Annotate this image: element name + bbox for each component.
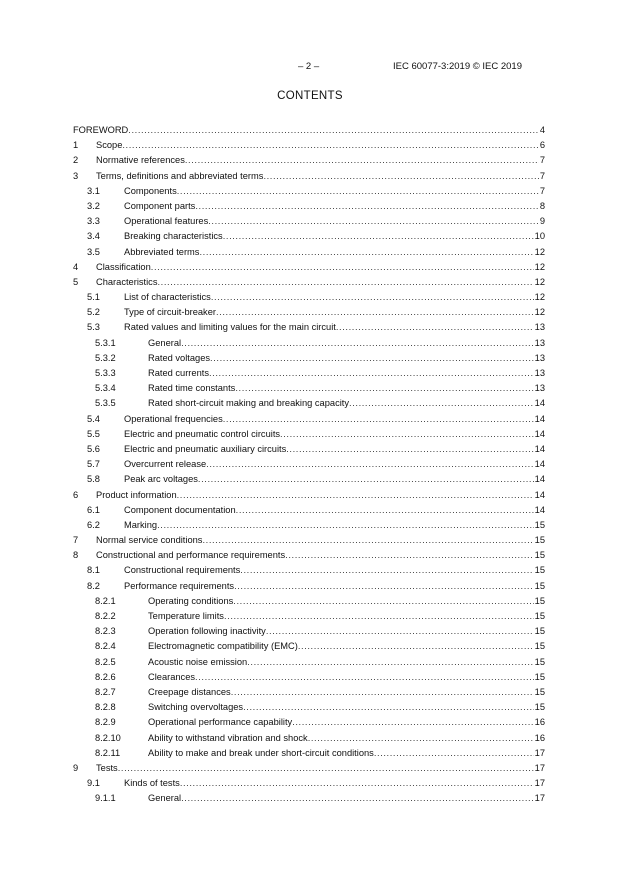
- toc-entry[interactable]: [73, 791, 545, 806]
- toc-entry-number: 9.1.1: [95, 793, 116, 804]
- dot-leader: [177, 184, 539, 199]
- toc-entry-page: 15: [534, 535, 545, 546]
- toc-entry-number: 5.3.1: [95, 337, 116, 348]
- toc-entry-label: General: [148, 793, 182, 804]
- toc-entry-page: 15: [534, 641, 545, 652]
- toc-entry[interactable]: [73, 199, 545, 214]
- toc-entry[interactable]: [73, 518, 545, 533]
- toc-entry-number: 5.7: [87, 459, 100, 470]
- toc-entry-page: 14: [534, 398, 545, 409]
- dot-leader: [199, 245, 533, 260]
- dot-leader: [240, 563, 533, 578]
- page-title: CONTENTS: [277, 90, 343, 102]
- toc-entry-label: Classification: [96, 261, 151, 272]
- toc-entry-page: 14: [534, 443, 545, 454]
- dot-leader: [308, 731, 534, 746]
- dot-leader: [118, 761, 534, 776]
- toc-entry-label: Operational features: [124, 216, 209, 227]
- toc-entry-number: 5.3: [87, 322, 100, 333]
- toc-entry-label: Normal service conditions: [96, 535, 203, 546]
- toc-entry-page: 15: [534, 550, 545, 561]
- toc-entry-page: 12: [534, 307, 545, 318]
- dot-leader: [181, 336, 534, 351]
- toc-entry-page: 16: [534, 717, 545, 728]
- toc-entry-label: Tests: [96, 762, 118, 773]
- toc-entry-page: 12: [534, 276, 545, 287]
- toc-entry-number: 8.2.3: [95, 626, 116, 637]
- toc-entry-label: Characteristics: [96, 276, 158, 287]
- toc-entry[interactable]: [73, 472, 545, 487]
- toc-entry-number: 8.2.8: [95, 702, 116, 713]
- toc-entry[interactable]: [73, 503, 545, 518]
- toc-entry-page: 12: [534, 292, 545, 303]
- dot-leader: [195, 199, 539, 214]
- toc-entry-number: 5.3.5: [95, 398, 116, 409]
- toc-entry-number: 8.2.7: [95, 686, 116, 697]
- toc-entry-label: Rated time constants: [148, 383, 236, 394]
- toc-entry-number: 8.2: [87, 580, 100, 591]
- dot-leader: [292, 715, 533, 730]
- dot-leader: [122, 138, 538, 153]
- toc-entry[interactable]: [73, 229, 545, 244]
- toc-entry-number: 3.5: [87, 246, 100, 257]
- toc-entry[interactable]: [73, 776, 545, 791]
- toc-entry-number: 1: [73, 140, 79, 151]
- toc-entry[interactable]: [73, 290, 545, 305]
- toc-entry-label: Components: [124, 185, 177, 196]
- toc-entry-page: 13: [534, 368, 545, 378]
- toc-entry-page: 12: [534, 261, 545, 272]
- toc-entry[interactable]: [73, 715, 545, 730]
- dot-leader: [180, 776, 534, 791]
- toc-entry[interactable]: [73, 214, 545, 229]
- toc-entry-label: Ability to make and break under short-circuit conditions: [148, 747, 374, 758]
- toc-entry-label: Component parts: [124, 200, 196, 211]
- toc-entry[interactable]: [73, 366, 545, 381]
- toc-entry-page: 15: [534, 671, 545, 682]
- toc-entry-label: Breaking characteristics: [124, 231, 223, 242]
- toc-entry-number: 5.2: [87, 307, 100, 318]
- toc-entry-label: Temperature limits: [148, 611, 224, 621]
- toc-entry-page: 9: [539, 216, 545, 227]
- toc-entry-page: 15: [534, 656, 545, 667]
- dot-leader: [243, 700, 534, 715]
- toc-entry[interactable]: [73, 351, 545, 366]
- toc-entry-number: 6.1: [87, 504, 100, 515]
- dot-leader: [209, 366, 534, 381]
- toc-entry-label: Overcurrent release: [124, 459, 207, 470]
- dot-leader: [177, 488, 534, 503]
- toc-entry-number: 5.3.2: [95, 352, 116, 363]
- toc-entry[interactable]: [73, 184, 545, 199]
- toc-entry-number: 3.3: [87, 216, 100, 227]
- toc-entry-number: 5.8: [87, 474, 100, 485]
- toc-entry-number: 5.4: [87, 413, 100, 424]
- toc-entry-number: 3: [73, 170, 79, 181]
- dot-leader: [208, 214, 539, 229]
- toc-entry[interactable]: [73, 275, 545, 290]
- toc-entry-number: 6.2: [87, 519, 100, 530]
- dot-leader: [206, 457, 534, 472]
- toc-entry-label: Switching overvoltages: [148, 702, 244, 713]
- dot-leader: [247, 655, 533, 670]
- dot-leader: [231, 685, 534, 700]
- toc-entry-page: 7: [539, 155, 545, 166]
- table-of-contents: [73, 123, 545, 806]
- standard-reference: IEC 60077-3:2019 © IEC 2019: [393, 61, 523, 72]
- toc-entry[interactable]: [73, 427, 545, 442]
- dot-leader: [151, 260, 534, 275]
- toc-entry-label: General: [148, 337, 182, 348]
- toc-entry[interactable]: [73, 563, 545, 578]
- toc-entry-page: 17: [534, 793, 545, 804]
- toc-entry-label: Rated voltages: [148, 352, 211, 363]
- toc-entry-page: 15: [534, 702, 545, 713]
- toc-entry-number: 8.2.10: [95, 732, 121, 743]
- dot-leader: [235, 381, 533, 396]
- toc-entry-label: Terms, definitions and abbreviated terms: [96, 170, 264, 181]
- toc-entry-page: 13: [534, 337, 545, 348]
- toc-entry-number: 9: [73, 762, 79, 773]
- toc-entry[interactable]: [73, 381, 545, 396]
- toc-entry-number: 3.4: [87, 231, 100, 242]
- toc-entry[interactable]: [73, 336, 545, 351]
- dot-leader: [286, 442, 533, 457]
- toc-entry-number: 8.2.11: [95, 747, 121, 758]
- toc-entry-page: 7: [539, 170, 545, 181]
- dot-leader: [224, 609, 534, 624]
- toc-entry-page: 12: [534, 246, 545, 257]
- toc-entry-page: 7: [539, 185, 545, 196]
- dot-leader: [285, 548, 534, 563]
- toc-entry-label: Performance requirements: [124, 580, 235, 591]
- toc-entry-label: Electromagnetic compatibility (EMC): [148, 641, 298, 652]
- toc-entry[interactable]: [73, 670, 545, 685]
- toc-entry-label: List of characteristics: [124, 292, 211, 303]
- toc-entry-number: 3.2: [87, 200, 100, 211]
- toc-entry-page: 17: [534, 747, 545, 758]
- toc-entry-label: Operating conditions: [148, 595, 234, 606]
- toc-entry-label: Electric and pneumatic auxiliary circuits: [124, 443, 287, 454]
- toc-entry[interactable]: [73, 533, 545, 548]
- toc-entry-number: 8: [73, 550, 79, 561]
- page-number: – 2 –: [298, 61, 320, 72]
- toc-entry-label: Peak arc voltages: [124, 474, 198, 485]
- toc-entry-page: 15: [534, 611, 545, 621]
- toc-entry[interactable]: [73, 700, 545, 715]
- toc-entry-number: 5.3.3: [95, 368, 116, 378]
- toc-entry[interactable]: [73, 457, 545, 472]
- toc-entry-label: Component documentation: [124, 504, 236, 515]
- toc-entry-page: 15: [534, 519, 545, 530]
- toc-entry-page: 13: [534, 352, 545, 363]
- toc-entry-page: 8: [539, 200, 545, 211]
- toc-entry-number: 6: [73, 489, 79, 500]
- toc-entry[interactable]: [73, 260, 545, 275]
- toc-entry[interactable]: [73, 624, 545, 639]
- dot-leader: [210, 351, 534, 366]
- toc-entry-number: 8.2.4: [95, 641, 116, 652]
- dot-leader: [374, 746, 534, 761]
- dot-leader: [181, 791, 534, 806]
- dot-leader: [211, 290, 534, 305]
- toc-entry-number: 8.2.9: [95, 717, 116, 728]
- toc-entry[interactable]: [73, 685, 545, 700]
- toc-entry[interactable]: [73, 731, 545, 746]
- toc-entry-label: Normative references: [96, 155, 185, 166]
- dot-leader: [223, 229, 534, 244]
- toc-entry-page: 10: [534, 231, 545, 242]
- toc-entry-number: 9.1: [87, 778, 100, 789]
- toc-entry-page: 15: [534, 626, 545, 637]
- toc-entry-page: 13: [534, 322, 545, 333]
- dot-leader: [236, 503, 534, 518]
- toc-entry-label: Ability to withstand vibration and shock: [148, 732, 308, 743]
- toc-entry[interactable]: [73, 320, 545, 335]
- dot-leader: [128, 123, 539, 138]
- toc-entry-page: 6: [539, 140, 545, 151]
- dot-leader: [157, 275, 533, 290]
- toc-entry-page: 15: [534, 565, 545, 576]
- toc-entry-page: 17: [534, 778, 545, 789]
- toc-entry-number: 3.1: [87, 185, 100, 196]
- toc-entry-label: Product information: [96, 489, 177, 500]
- toc-entry-page: 15: [534, 580, 545, 591]
- toc-entry[interactable]: [73, 412, 545, 427]
- toc-entry-label: Creepage distances: [148, 686, 231, 697]
- toc-entry[interactable]: [73, 655, 545, 670]
- toc-entry-page: 14: [534, 428, 545, 439]
- toc-entry-label: Constructional requirements: [124, 565, 241, 576]
- toc-entry-page: 14: [534, 489, 545, 500]
- toc-entry[interactable]: [73, 488, 545, 503]
- toc-entry[interactable]: [73, 396, 545, 411]
- toc-entry-page: 15: [534, 686, 545, 697]
- dot-leader: [233, 594, 533, 609]
- toc-entry-number: 5.6: [87, 443, 100, 454]
- toc-entry-number: 8.2.2: [95, 611, 116, 621]
- toc-entry[interactable]: [73, 153, 545, 168]
- toc-entry[interactable]: [73, 548, 545, 563]
- toc-entry-page: 17: [534, 762, 545, 773]
- dot-leader: [234, 579, 534, 594]
- dot-leader: [349, 396, 534, 411]
- toc-entry[interactable]: [73, 594, 545, 609]
- toc-entry[interactable]: [73, 639, 545, 654]
- toc-entry-page: 14: [534, 504, 545, 515]
- dot-leader: [336, 320, 534, 335]
- toc-entry-page: 14: [534, 474, 545, 485]
- toc-entry[interactable]: [73, 305, 545, 320]
- toc-entry-number: 8.1: [87, 565, 100, 576]
- toc-entry-page: 14: [534, 413, 545, 424]
- dot-leader: [298, 639, 534, 654]
- dot-leader: [223, 412, 534, 427]
- toc-entry-number: 2: [73, 155, 79, 166]
- toc-entry-label: Electric and pneumatic control circuits: [124, 428, 281, 439]
- dot-leader: [280, 427, 534, 442]
- toc-entry-label: Rated values and limiting values for the main circuit: [124, 322, 336, 333]
- toc-entry-label: Clearances: [148, 671, 196, 682]
- toc-entry-number: 8.2.1: [95, 595, 116, 606]
- toc-entry[interactable]: [73, 761, 545, 776]
- dot-leader: [198, 472, 534, 487]
- dot-leader: [216, 305, 534, 320]
- toc-entry-label: Rated short-circuit making and breaking capacity: [148, 398, 350, 409]
- toc-entry[interactable]: [73, 123, 545, 138]
- toc-entry-label: Operation following inactivity: [148, 626, 266, 637]
- toc-entry-number: 8.2.6: [95, 671, 116, 682]
- toc-entry-page: 15: [534, 595, 545, 606]
- toc-entry-label: Abbreviated terms: [124, 246, 200, 257]
- toc-entry[interactable]: [73, 169, 545, 184]
- toc-entry-label: Kinds of tests: [124, 778, 180, 789]
- dot-leader: [157, 518, 534, 533]
- toc-entry[interactable]: [73, 245, 545, 260]
- toc-entry-page: 14: [534, 459, 545, 470]
- dot-leader: [266, 624, 534, 639]
- toc-entry-number: 4: [73, 261, 79, 272]
- dot-leader: [263, 169, 538, 184]
- dot-leader: [202, 533, 533, 548]
- toc-entry-page: 16: [534, 732, 545, 743]
- toc-entry[interactable]: [73, 138, 545, 153]
- toc-entry[interactable]: [73, 442, 545, 457]
- toc-entry[interactable]: [73, 609, 545, 624]
- toc-entry-label: Acoustic noise emission: [148, 656, 248, 667]
- toc-entry-number: 5.5: [87, 428, 100, 439]
- toc-entry-label: Rated currents: [148, 368, 209, 378]
- toc-entry[interactable]: [73, 579, 545, 594]
- toc-entry[interactable]: [73, 746, 545, 761]
- toc-entry-label: FOREWORD: [73, 125, 129, 135]
- dot-leader: [185, 153, 539, 168]
- toc-entry-page: 4: [539, 125, 545, 135]
- toc-entry-number: 5.3.4: [95, 383, 116, 394]
- dot-leader: [195, 670, 534, 685]
- toc-entry-label: Marking: [124, 519, 158, 530]
- toc-entry-page: 13: [534, 383, 545, 394]
- toc-entry-label: Operational performance capability: [148, 717, 293, 728]
- toc-entry-number: 5: [73, 276, 79, 287]
- toc-entry-number: 7: [73, 535, 79, 546]
- toc-entry-number: 8.2.5: [95, 656, 116, 667]
- toc-entry-label: Operational frequencies: [124, 413, 223, 424]
- toc-entry-label: Type of circuit-breaker: [124, 307, 216, 318]
- toc-entry-number: 5.1: [87, 292, 100, 303]
- toc-entry-label: Constructional and performance requirements: [96, 550, 286, 561]
- toc-entry-label: Scope: [96, 140, 123, 151]
